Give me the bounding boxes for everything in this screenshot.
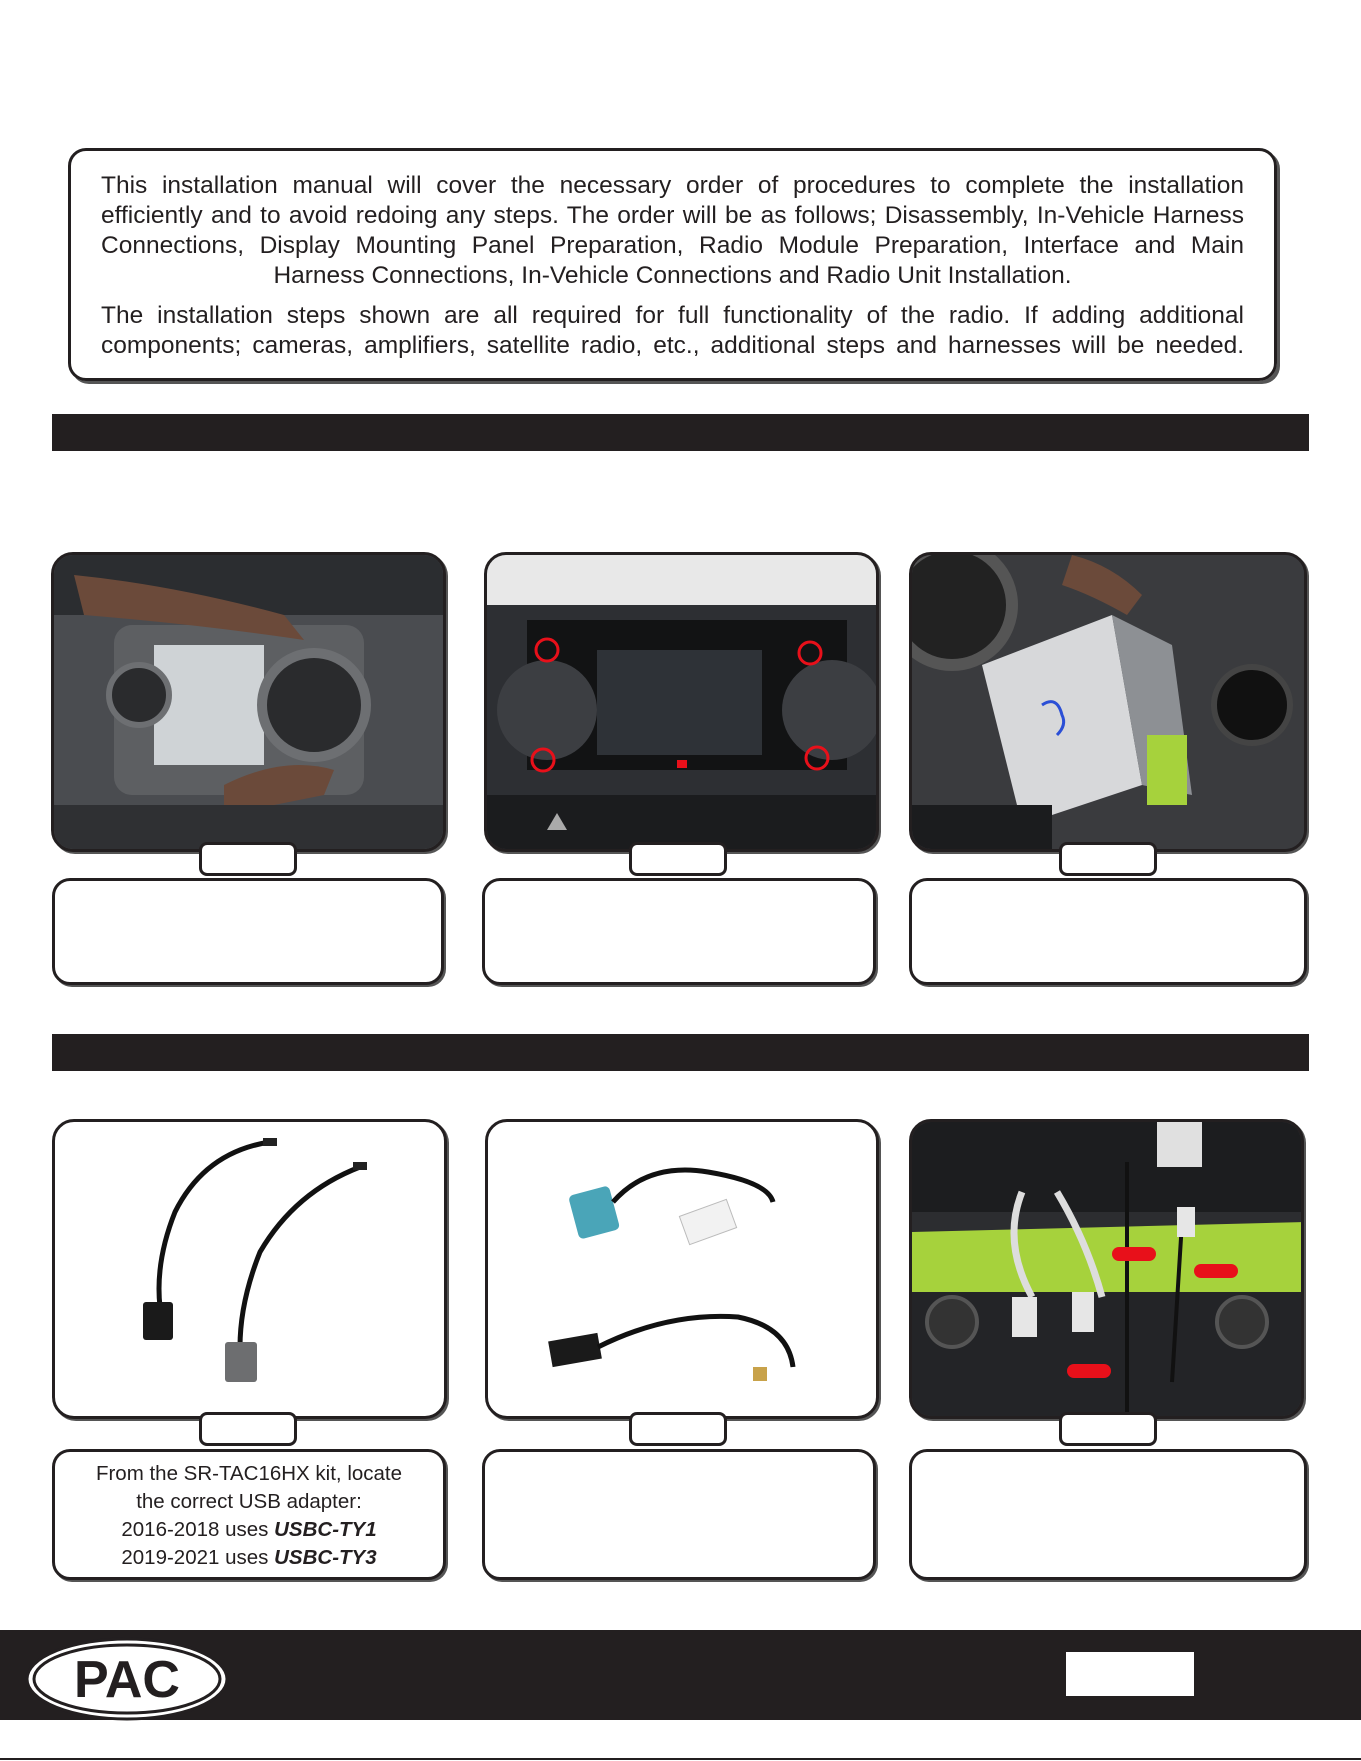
step-caption-usb bbox=[52, 1449, 446, 1580]
photo-antenna-adapters bbox=[485, 1119, 879, 1419]
page-number-box bbox=[1066, 1652, 1194, 1696]
step-caption-box bbox=[482, 878, 876, 985]
step-number-tab bbox=[629, 1412, 727, 1446]
photo-pull-radio-out bbox=[909, 552, 1307, 852]
caption-line: From the SR-TAC16HX kit, locate bbox=[95, 1462, 403, 1485]
step-number-tab bbox=[199, 1412, 297, 1446]
step-number-tab bbox=[199, 842, 297, 876]
svg-text:PAC: PAC bbox=[74, 1651, 180, 1709]
part-number: USBC-TY1 bbox=[274, 1518, 377, 1541]
photo-in-vehicle-connections bbox=[909, 1119, 1304, 1419]
step-number-tab bbox=[1059, 842, 1157, 876]
caption-line: 2016-2018 uses USBC-TY1 bbox=[121, 1518, 377, 1541]
intro-box bbox=[68, 148, 1277, 381]
step-number-tab bbox=[629, 842, 727, 876]
bottom-rule bbox=[0, 1758, 1361, 1760]
pac-logo bbox=[24, 1637, 230, 1721]
caption-line: 2019-2021 uses USBC-TY3 bbox=[121, 1546, 377, 1569]
photo-usb-adapters bbox=[52, 1119, 447, 1419]
step-number-tab bbox=[1059, 1412, 1157, 1446]
step-caption-box bbox=[482, 1449, 876, 1580]
part-number: USBC-TY3 bbox=[274, 1546, 377, 1569]
photo-remove-dash-trim bbox=[51, 552, 446, 852]
caption-line: the correct USB adapter: bbox=[136, 1490, 362, 1513]
step-caption-box bbox=[909, 878, 1307, 985]
section-header-bar-1 bbox=[52, 414, 1309, 451]
intro-paragraph-2: The installation steps shown are all required for full functionality of the radio. If adding additional components; cameras, amplifiers, satellite radio, etc., additional steps and harnesses will be needed. bbox=[101, 302, 1244, 359]
step-caption-box bbox=[909, 1449, 1307, 1580]
photo-radio-screws bbox=[484, 552, 879, 852]
step-caption-box bbox=[52, 878, 444, 985]
section-header-bar-2 bbox=[52, 1034, 1309, 1071]
intro-paragraph-1: This installation manual will cover the necessary order of procedures to complete the installation efficiently and to avoid redoing any steps. The order will be as follows; Disassembly, In-Vehicle Harness Connections, Display Mounting Panel Preparation, Radio Module Preparation, Interface and Main Harness Connections, In-Vehicle Connections and Radio Unit Installation. bbox=[101, 172, 1244, 289]
